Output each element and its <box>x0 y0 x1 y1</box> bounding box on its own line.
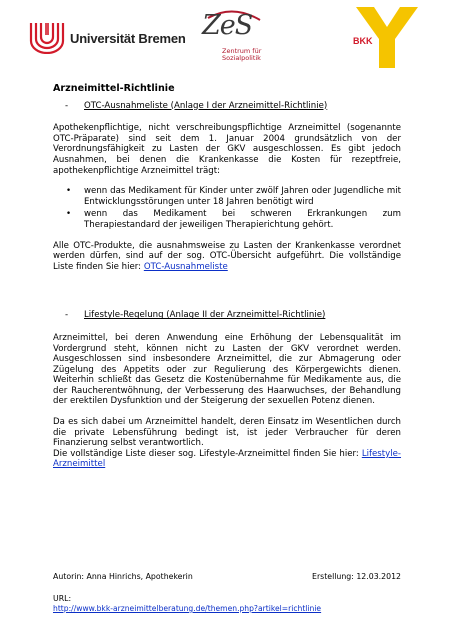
lifestyle-arzneimittel-link[interactable]: Lifestyle-Arzneimittel <box>53 448 402 470</box>
zes-letters: ZeS <box>202 10 253 41</box>
header-logos <box>0 0 453 75</box>
lifestyle-paragraph-3 <box>53 449 401 470</box>
footer-meta-row <box>53 572 401 582</box>
section-lifestyle-heading <box>65 310 401 321</box>
university-bremen-mark-icon <box>28 22 66 54</box>
otc-intro-paragraph: Apothekenpflichtige, nicht verschreibungspflichtige Arzneimittel (sogenannte OTC-Präparate) sind seit dem 1. Januar 2004 grundsätzlich von der Verordnungsfähigkeit zu Lasten der GKV ausgeschlossen. Es gibt jedoch Ausnahmen, bei denen die Krankenkasse die Kosten für rezeptfreie, apothekenpflichtige Arzneimittel trägt: <box>53 123 401 176</box>
footer-created-date: Erstellung: 12.03.2012 <box>312 572 401 581</box>
otc-closing-text: Alle OTC-Produkte, die ausnahmsweise zu Lasten der Krankenkasse verordnet werden dürfen, sind auf der sog. OTC-Übersicht aufgeführt. Die vollständige Liste finden Sie hier: <box>53 240 401 272</box>
document-body <box>53 84 401 480</box>
lifestyle-closing-text: Die vollständige Liste dieser sog. Lifestyle-Arzneimittel finden Sie hier: <box>53 448 359 459</box>
footer-url-label: URL: <box>53 594 72 603</box>
list-item-text: wenn das Medikament für Kinder unter zwölf Jahren oder Jugendliche mit Entwicklungsstörungen unter 18 Jahren benötigt wird <box>84 186 401 207</box>
section-spacer <box>53 282 401 310</box>
list-item <box>53 209 401 230</box>
list-item <box>53 186 401 207</box>
zes-subtitle <box>222 48 261 62</box>
section-otc-heading-label: OTC-Ausnahmeliste (Anlage I der Arzneimittel-Richtlinie) <box>84 100 328 111</box>
zes-logo <box>198 10 268 72</box>
section-otc-heading <box>65 101 401 112</box>
bkk-logo <box>352 5 422 70</box>
bkk-text: BKK <box>353 36 373 46</box>
bullet-icon: • <box>65 209 72 220</box>
university-logo <box>28 21 186 55</box>
lifestyle-paragraph-2: Da es sich dabei um Arzneimittel handelt, deren Einsatz im Wesentlichen durch die private Lebensführung bedingt ist, ist jeder Verbraucher für deren Finanzierung selbst verantwortlich. <box>53 417 401 449</box>
footer-author: Autorin: Anna Hinrichs, Apothekerin <box>53 572 193 581</box>
page-footer <box>53 572 401 614</box>
document-title: Arzneimittel-Richtlinie <box>53 83 175 94</box>
otc-ausnahmeliste-link[interactable]: OTC-Ausnahmeliste <box>143 261 228 272</box>
lifestyle-paragraph-1: Arzneimittel, bei deren Anwendung eine Erhöhung der Lebensqualität im Vordergrund steht, können nicht zu Lasten der GKV verordnet werden. Ausgeschlossen sind insbesondere Arzneimittel, die zur Abmagerung oder Zügelung des Appetits oder zur Regulierung des Körpergewichts dienen. Weiterhin schließt das Gesetz die Kostenübernahme für Medikamente aus, die der Raucherentwöhnung, der Verbesserung des Haarwuchses, der Behandlung der erektilen Dysfunktion und der Steigerung der sexuellen Potenz dienen. <box>53 332 401 407</box>
zes-subtitle-line-1: Zentrum für <box>222 47 262 55</box>
dash-marker: - <box>65 100 69 111</box>
footer-url-link[interactable]: http://www.bkk-arzneimittelberatung.de/themen.php?artikel=richtlinie <box>53 604 322 613</box>
zes-subtitle-line-2: Sozialpolitik <box>222 54 261 62</box>
otc-exceptions-list <box>53 186 401 230</box>
otc-closing-paragraph <box>53 241 401 273</box>
list-item-text: wenn das Medikament bei schweren Erkrankungen zum Therapiestandard der jeweiligen Therapierichtung gehört. <box>84 209 401 230</box>
section-lifestyle-heading-label: Lifestyle-Regelung (Anlage II der Arzneimittel-Richtlinie) <box>84 310 326 321</box>
university-name: Universität Bremen <box>70 30 186 46</box>
dash-marker: - <box>65 310 69 321</box>
bullet-icon: • <box>65 186 72 197</box>
